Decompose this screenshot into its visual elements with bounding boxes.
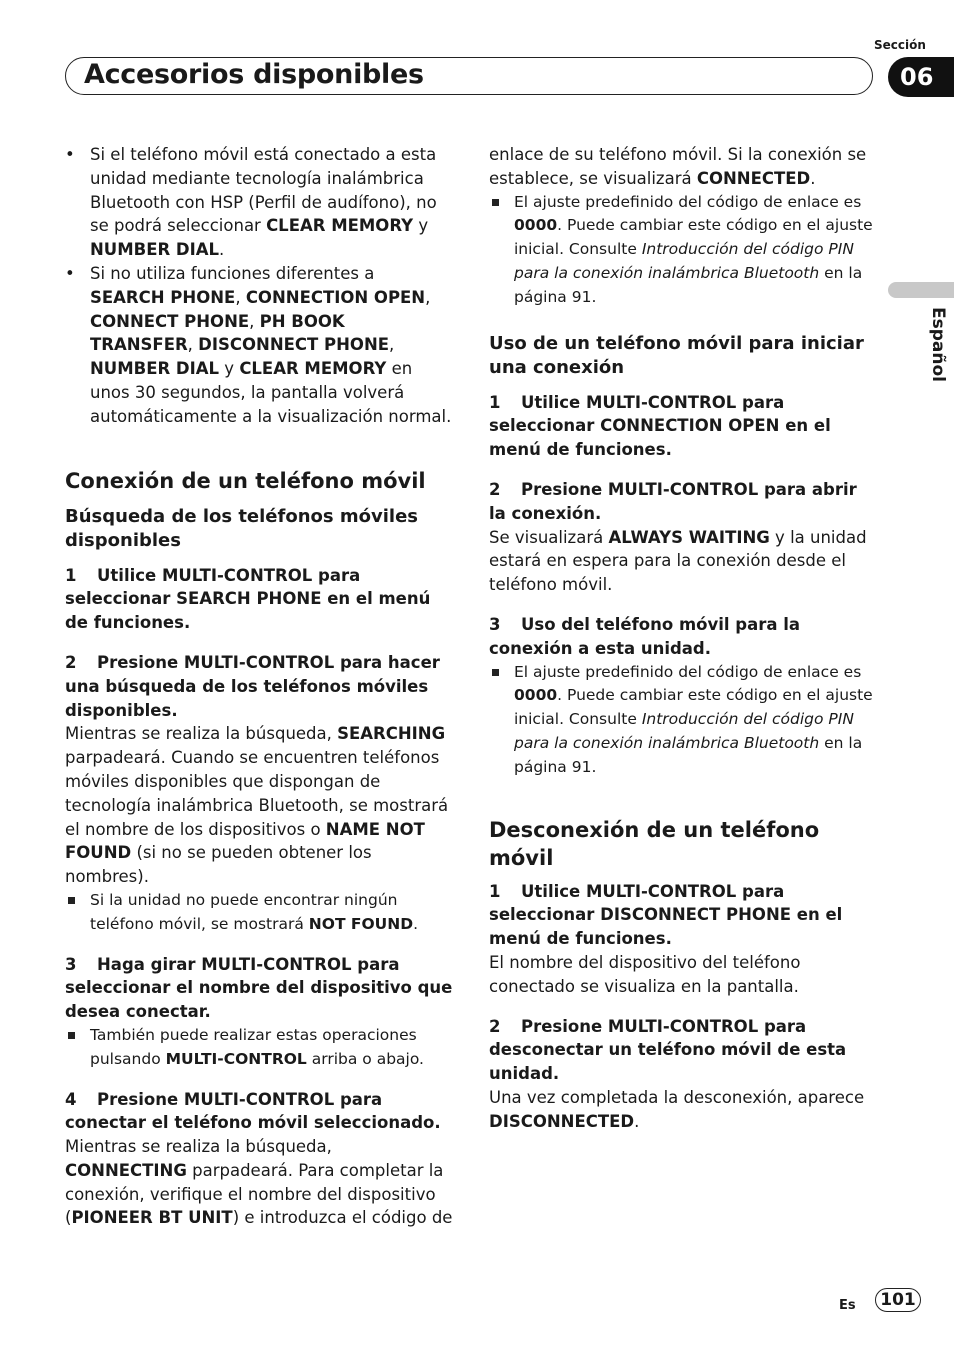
list-item: • Si el teléfono móvil está conectado a esta unidad mediante tecnología inalámbrica Bluetooth con HSP (Perfil de audífono), no se podrá seleccionar CLEAR MEMORY y NUMBER DIAL. xyxy=(65,143,453,262)
body-text: Se visualizará ALWAYS WAITING y la unidad estará en espera para la conexión desde el teléfono móvil. xyxy=(489,527,867,595)
section-heading: Desconexión de un teléfono móvil xyxy=(489,817,820,870)
subsection-heading: Búsqueda de los teléfonos móviles disponibles xyxy=(65,505,418,552)
language-tab-marker xyxy=(888,282,954,298)
section-heading: Conexión de un teléfono móvil xyxy=(65,468,426,493)
subsection-heading: Uso de un teléfono móvil para iniciar una conexión xyxy=(489,332,864,379)
step-heading: 3 Uso del teléfono móvil para la conexión a esta unidad. xyxy=(489,614,801,658)
note: El ajuste predefinido del código de enlace es 0000. Puede cambiar este código en el ajuste inicial. Consulte Introducción del código PIN para la conexión inalámbrica Bluetooth en la página 91. xyxy=(489,661,877,780)
step-heading: 2 Presione MULTI-CONTROL para desconectar un teléfono móvil de esta unidad. xyxy=(489,1016,847,1084)
page-title: Accesorios disponibles xyxy=(84,59,424,90)
page-number: 101 xyxy=(875,1288,921,1312)
body-text: Una vez completada la desconexión, aparece DISCONNECTED. xyxy=(489,1087,865,1131)
step-heading: 1 Utilice MULTI-CONTROL para seleccionar DISCONNECT PHONE en el menú de funciones. xyxy=(489,881,843,949)
body-text: Mientras se realiza la búsqueda, SEARCHING parpadeará. Cuando se encuentren teléfonos móviles disponibles que dispongan de tecnología inalámbrica Bluetooth, se mostrará el nombre de los dispositivos o NAME NOT FOUND (si no se pueden obtener los nombres). xyxy=(65,724,449,887)
body-text: Mientras se realiza la búsqueda, CONNECTING parpadeará. Para completar la conexión, verifique el nombre del dispositivo (PIONEER BT UNIT) e introduzca el código de xyxy=(65,1137,453,1228)
body-text: enlace de su teléfono móvil. Si la conexión se establece, se visualizará CONNECTED. xyxy=(489,145,867,188)
step-heading: 3 Haga girar MULTI-CONTROL para seleccionar el nombre del dispositivo que desea conectar. xyxy=(65,954,453,1022)
step-heading: 1 Utilice MULTI-CONTROL para seleccionar CONNECTION OPEN en el menú de funciones. xyxy=(489,392,831,460)
body-text: El nombre del dispositivo del teléfono conectado se visualiza en la pantalla. xyxy=(489,952,801,996)
left-column xyxy=(65,143,453,1230)
language-label: Español xyxy=(928,307,948,382)
section-label: Sección xyxy=(874,38,926,52)
right-column xyxy=(489,143,877,1134)
step-heading: 1 Utilice MULTI-CONTROL para seleccionar SEARCH PHONE en el menú de funciones. xyxy=(65,565,431,633)
note: También puede realizar estas operaciones pulsando MULTI-CONTROL arriba o abajo. xyxy=(65,1024,453,1072)
list-item: • Si no utiliza funciones diferentes a SEARCH PHONE, CONNECTION OPEN, CONNECT PHONE, PH BOOK TRANSFER, DISCONNECT PHONE, NUMBER DIAL y CLEAR MEMORY en unos 30 segundos, la pantalla volverá automáticamente a la visualización normal. xyxy=(65,262,453,429)
note-square-icon xyxy=(492,669,499,676)
note-square-icon xyxy=(68,1032,75,1039)
note: Si la unidad no puede encontrar ningún teléfono móvil, se mostrará NOT FOUND. xyxy=(65,889,453,937)
step-heading: 2 Presione MULTI-CONTROL para hacer una búsqueda de los teléfonos móviles disponibles. xyxy=(65,652,440,720)
note-square-icon xyxy=(68,897,75,904)
footer-language-code: Es xyxy=(839,1298,856,1313)
section-number-badge: 06 xyxy=(888,57,954,97)
note-square-icon xyxy=(492,199,499,206)
step-heading: 2 Presione MULTI-CONTROL para abrir la conexión. xyxy=(489,479,857,523)
note: El ajuste predefinido del código de enlace es 0000. Puede cambiar este código en el ajuste inicial. Consulte Introducción del código PIN para la conexión inalámbrica Bluetooth en la página 91. xyxy=(489,191,877,310)
step-heading: 4 Presione MULTI-CONTROL para conectar el teléfono móvil seleccionado. xyxy=(65,1089,441,1133)
